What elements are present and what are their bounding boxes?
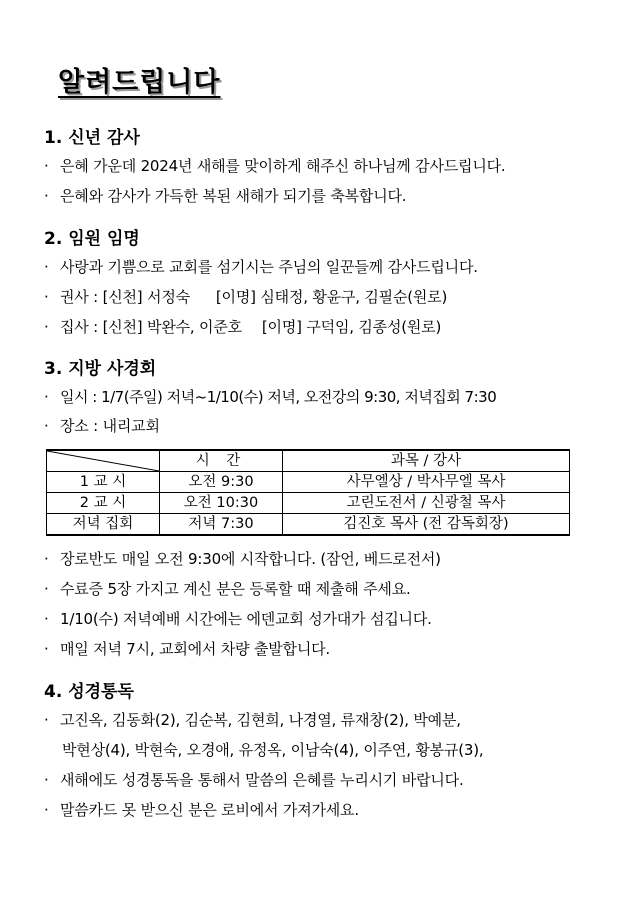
s3-date-text: 일시 : 1/7(주일) 저녁~1/10(수) 저녁, 오전강의 9:30, 저녁집회 7:30: [60, 388, 497, 406]
s1-line-1: [44, 155, 505, 176]
bullet: ·: [44, 610, 49, 628]
s1-line-2-text: 은혜와 감사가 가득한 복된 새해가 되기를 축복합니다.: [60, 187, 407, 205]
s4-line-2-text: 말씀카드 못 받으신 분은 로비에서 가져가세요.: [60, 801, 359, 819]
table-header-row: [47, 450, 570, 472]
col-header-time: 시 간: [160, 450, 283, 472]
s1-line-1-text: 은혜 가운데 2024년 새해를 맞이하게 해주신 하나님께 감사드립니다.: [60, 157, 506, 175]
bullet: ·: [44, 288, 49, 306]
session-cell: 2 교 시: [47, 493, 160, 514]
bullet: ·: [44, 318, 49, 336]
col-header-subject: 과목 / 강사: [283, 450, 570, 472]
s3-note-4-text: 매일 저녁 7시, 교회에서 차량 출발합니다.: [60, 640, 330, 658]
time-cell: 오전 9:30: [160, 472, 283, 493]
s1-line-2: [44, 185, 406, 206]
subject-cell: 사무엘상 / 박사무엘 목사: [283, 472, 570, 493]
bullet: ·: [44, 187, 49, 205]
section-2-heading: 2. 임원 임명: [44, 229, 140, 249]
time-cell: 저녁 7:30: [160, 514, 283, 536]
s3-note-4: [44, 638, 330, 659]
s2-kwonsa: [44, 286, 447, 307]
session-cell: 1 교 시: [47, 472, 160, 493]
bullet: ·: [44, 771, 49, 789]
kwonsa-label: 권사 : [신천] 서정숙: [60, 288, 190, 306]
s3-note-2: [44, 578, 411, 599]
bullet: ·: [44, 580, 49, 598]
s4-names-2: 박현상(4), 박현숙, 오경애, 유정옥, 이남숙(4), 이주연, 황봉규(3),: [62, 741, 484, 759]
section-1-heading: 1. 신년 감사: [44, 128, 140, 148]
jipsa-label: 집사 : [신천] 박완수, 이준호: [60, 318, 242, 336]
s3-note-2-text: 수료증 5장 가지고 계신 분은 등록할 때 제출해 주세요.: [60, 580, 411, 598]
s4-line-1-text: 새해에도 성경통독을 통해서 말씀의 은혜를 누리시기 바랍니다.: [60, 771, 464, 789]
s3-note-1: [44, 548, 441, 569]
s3-place: [44, 415, 160, 436]
kwonsa-honor: [이명] 심태정, 황윤구, 김필순(원로): [215, 288, 448, 306]
s4-names-1: [44, 709, 461, 730]
bullet: ·: [44, 417, 49, 435]
jipsa-honor: [이명] 구덕임, 김종성(원로): [261, 318, 442, 336]
bullet: ·: [44, 258, 49, 276]
bullet: ·: [44, 801, 49, 819]
table-row: [47, 472, 570, 493]
section-3-heading: 3. 지방 사경회: [44, 359, 157, 379]
subject-cell: 고린도전서 / 신광철 목사: [283, 493, 570, 514]
s3-place-text: 장소 : 내리교회: [60, 417, 160, 435]
session-cell: 저녁 집회: [47, 514, 160, 536]
s4-names-1-text: 고진옥, 김동화(2), 김순복, 김현희, 나경열, 류재창(2), 박예분,: [60, 711, 461, 729]
s2-line-1: [44, 256, 478, 277]
section-4-heading: 4. 성경통독: [44, 682, 134, 702]
time-cell: 오전 10:30: [160, 493, 283, 514]
bullet: ·: [44, 640, 49, 658]
page-title: 알려드립니다: [58, 67, 221, 98]
bullet: ·: [44, 388, 49, 406]
s2-jipsa: [44, 316, 441, 337]
s3-note-3: [44, 608, 432, 629]
s3-note-1-text: 장로반도 매일 오전 9:30에 시작합니다. (잠언, 베드로전서): [60, 550, 441, 568]
diagonal-corner-cell: [47, 450, 160, 472]
bullet: ·: [44, 711, 49, 729]
s4-line-1: [44, 769, 464, 790]
bullet: ·: [44, 157, 49, 175]
s3-note-3-text: 1/10(수) 저녁예배 시간에는 에덴교회 성가대가 섬깁니다.: [60, 610, 432, 628]
table-row: [47, 493, 570, 514]
s4-line-2: [44, 799, 359, 820]
s2-line-1-text: 사랑과 기쁨으로 교회를 섬기시는 주님의 일꾼들께 감사드립니다.: [60, 258, 478, 276]
s3-date: [44, 386, 496, 407]
schedule-table: [46, 449, 570, 536]
table-row: [47, 514, 570, 536]
subject-cell: 김진호 목사 (전 감독회장): [283, 514, 570, 536]
diagonal-line: [47, 451, 159, 471]
bullet: ·: [44, 550, 49, 568]
